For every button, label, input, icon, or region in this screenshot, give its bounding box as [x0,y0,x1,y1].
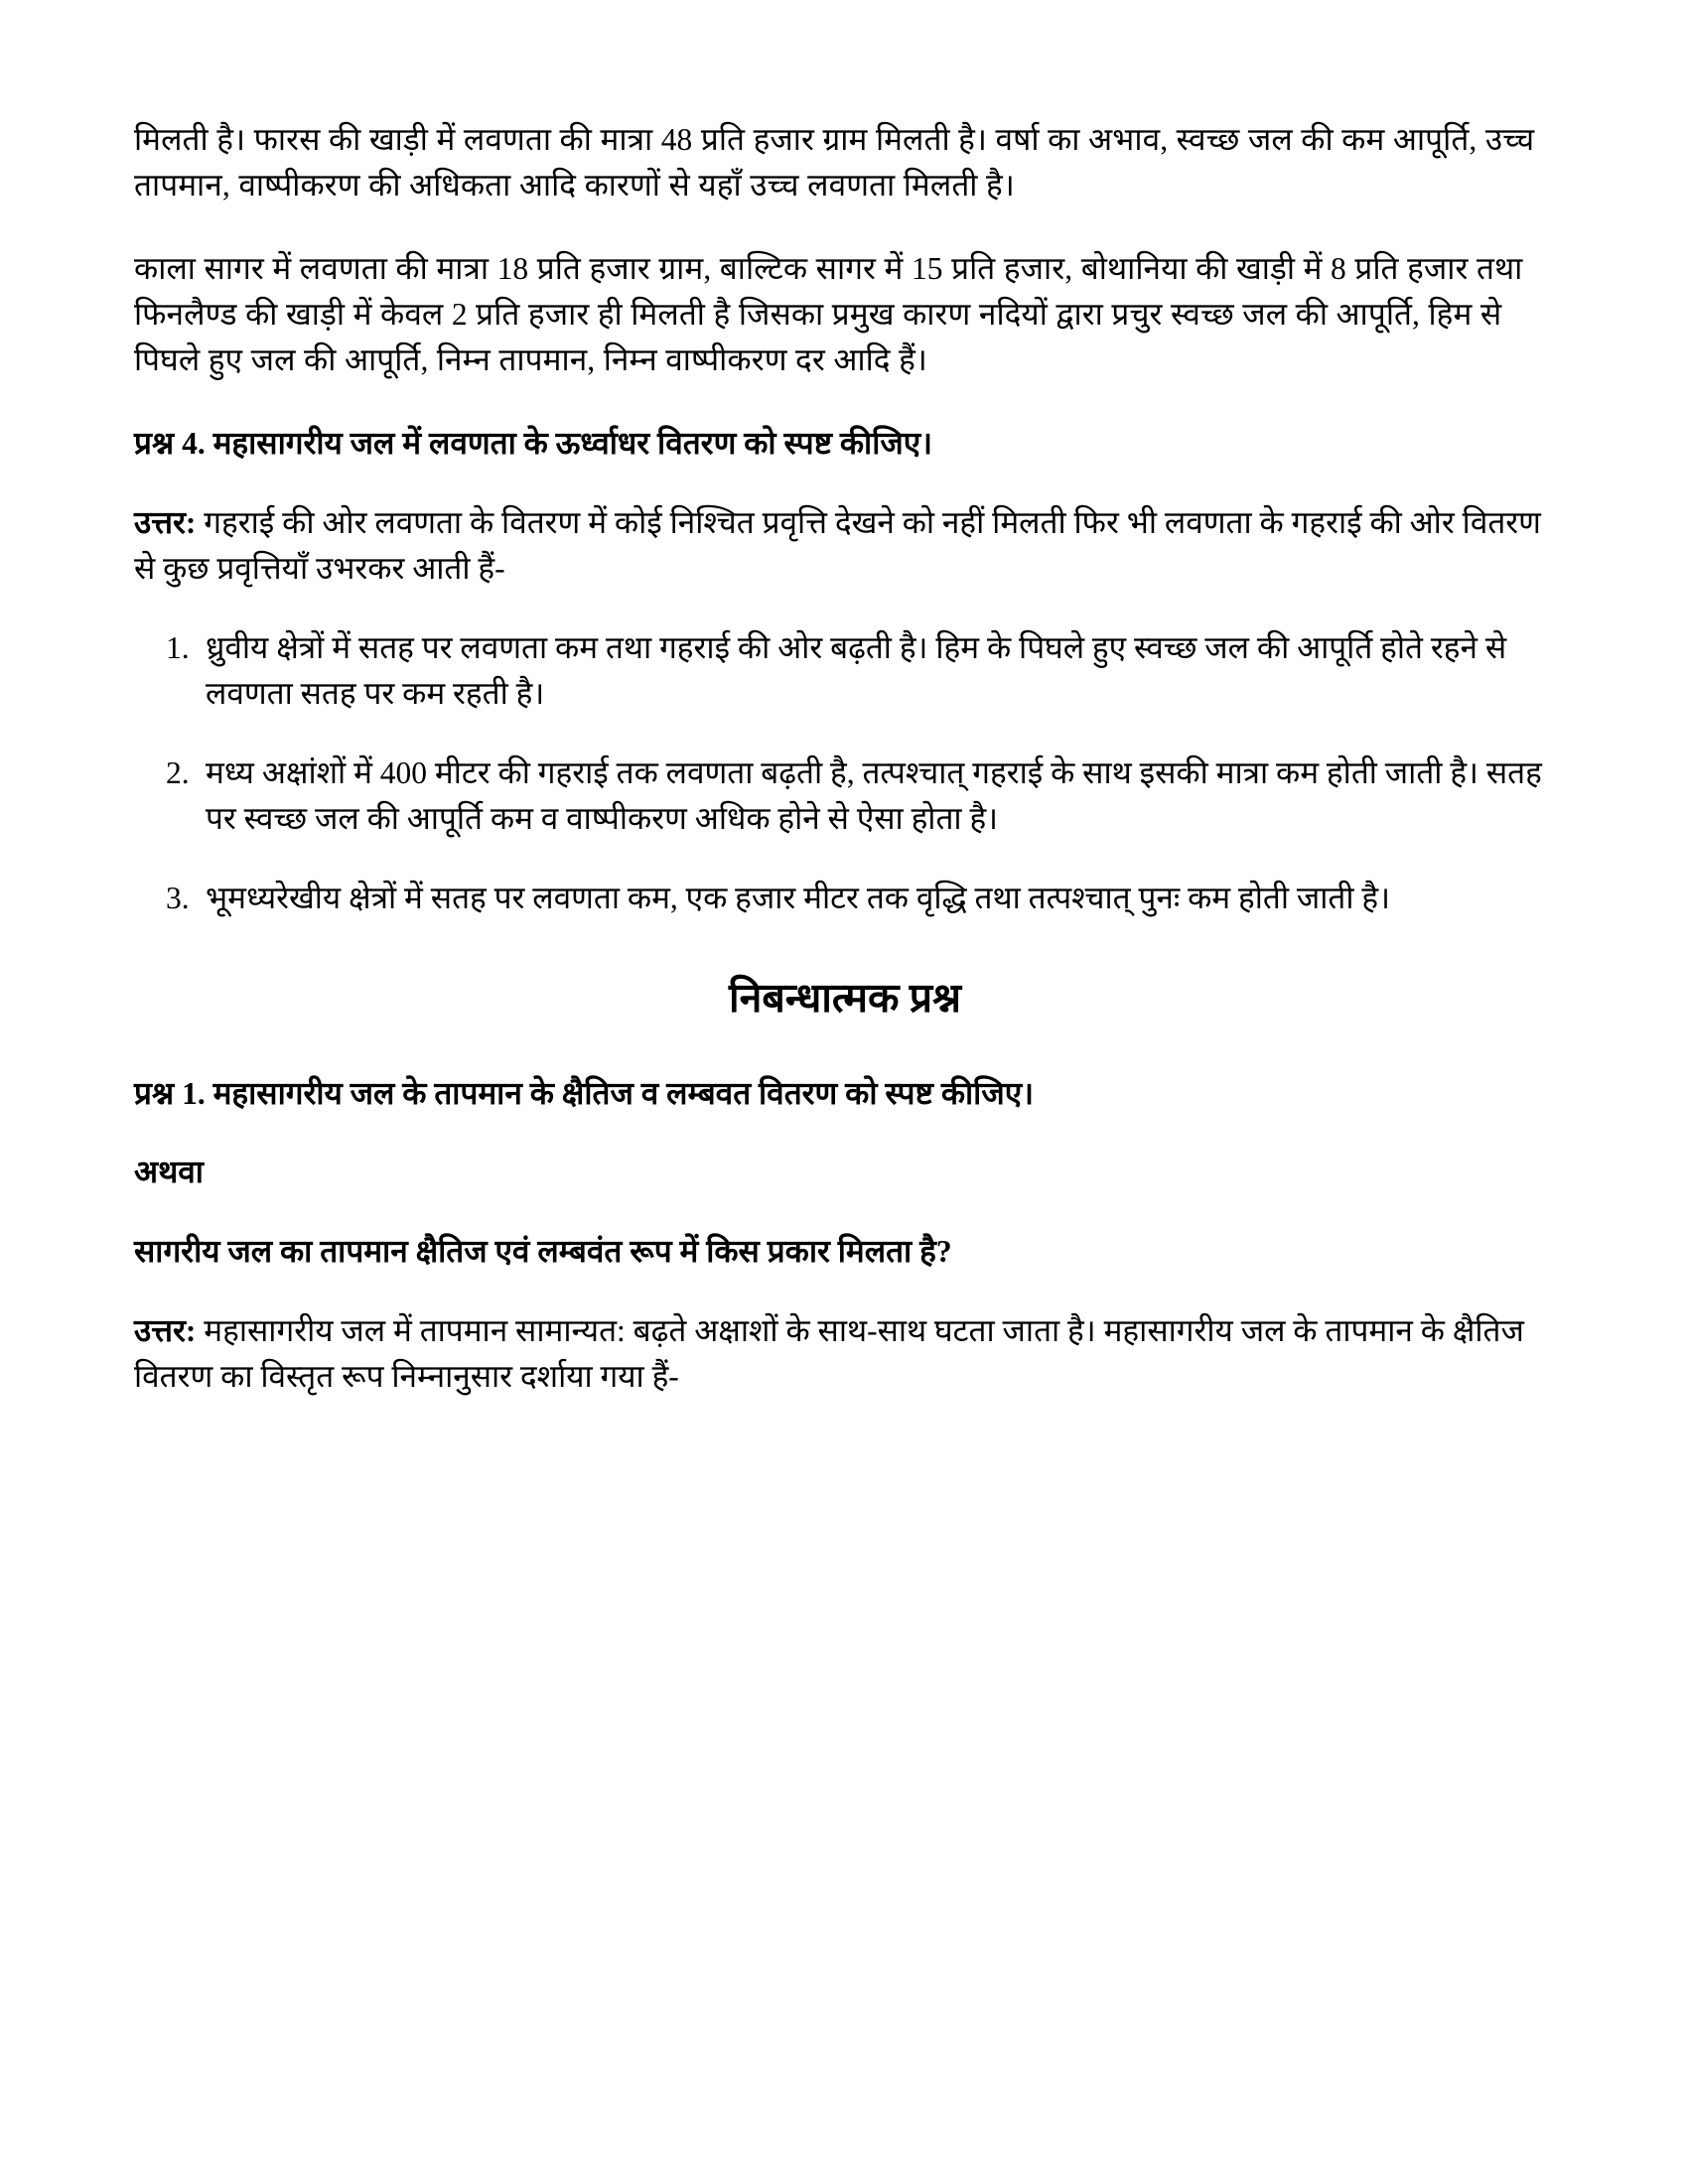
question-1-answer [134,1308,1556,1400]
question-4-points-list [134,625,1556,921]
page-content [134,117,1556,1433]
alternative-label: अथवा [134,1155,204,1190]
question-1-heading: प्रश्न 1. महासागरीय जल के तापमान के क्षैतिज व लम्बवत वितरण को स्पष्ट कीजिए। [134,1075,1035,1111]
question-1-alternate-heading: सागरीय जल का तापमान क्षैतिज एवं लम्बवंत रूप में किस प्रकार मिलता है? [134,1234,952,1270]
question-4-answer [134,500,1556,592]
list-item [134,876,1556,921]
list-item [134,625,1556,717]
answer-text-q1: महासागरीय जल में तापमान सामान्यत: बढ़ते अक्षाशों के साथ-साथ घटता जाता है। महासागरीय जल के तापमान के क्षैतिज वितरण का विस्तृत रूप निम्नानुसार दर्शाया गया हैं- [134,1312,1524,1394]
answer-text-q4: गहराई की ओर लवणता के वितरण में कोई निश्चित प्रवृत्ति देखने को नहीं मिलती फिर भी लवणता के गहराई की ओर वितरण से कुछ प्रवृत्तियाँ उभरकर आती हैं- [134,504,1541,586]
list-item-number: 3. [166,880,190,915]
paragraph-salinity-black-baltic-sea: काला सागर में लवणता की मात्रा 18 प्रति हजार ग्राम, बाल्टिक सागर में 15 प्रति हजार, बोथानिया की खाड़ी में 8 प्रति हजार तथा फिनलैण्ड की खाड़ी में केवल 2 प्रति हजार ही मिलती है जिसका प्रमुख कारण नदियों द्वारा प्रचुर स्वच्छ जल की आपूर्ति, हिम से पिघले हुए जल की आपूर्ति, निम्न तापमान, निम्न वाष्पीकरण दर आदि हैं। [134,250,1523,377]
paragraph-salinity-persian-gulf: मिलती है। फारस की खाड़ी में लवणता की मात्रा 48 प्रति हजार ग्राम मिलती है। वर्षा का अभाव, स्वच्छ जल की कम आपूर्ति, उच्च तापमान, वाष्पीकरण की अधिकता आदि कारणों से यहाँ उच्च लवणता मिलती है। [134,122,1535,203]
answer-label-q1: उत्तर: [134,1312,197,1348]
list-item-text: मध्य अक्षांशों में 400 मीटर की गहराई तक लवणता बढ़ती है, तत्पश्चात् गहराई के साथ इसकी मात्रा कम होती जाती है। सतह पर स्वच्छ जल की आपूर्ति कम व वाष्पीकरण अधिक होने से ऐसा होता है। [206,754,1542,836]
question-4-heading: प्रश्न 4. महासागरीय जल में लवणता के ऊर्ध्वाधर वितरण को स्पष्ट कीजिए। [134,425,933,461]
list-item-number: 2. [166,754,190,790]
list-item-number: 1. [166,629,190,665]
list-item-text: भूमध्यरेखीय क्षेत्रों में सतह पर लवणता कम, एक हजार मीटर तक वृद्धि तथा तत्पश्चात् पुनः कम होती जाती है। [206,880,1391,915]
list-item-text: ध्रुवीय क्षेत्रों में सतह पर लवणता कम तथा गहराई की ओर बढ़ती है। हिम के पिघले हुए स्वच्छ जल की आपूर्ति होते रहने से लवणता सतह पर कम रहती है। [206,629,1507,711]
list-item [134,751,1556,842]
answer-label-q4: उत्तर: [134,504,197,540]
section-heading-essay-questions: निबन्धात्मक प्रश्न [728,975,962,1022]
